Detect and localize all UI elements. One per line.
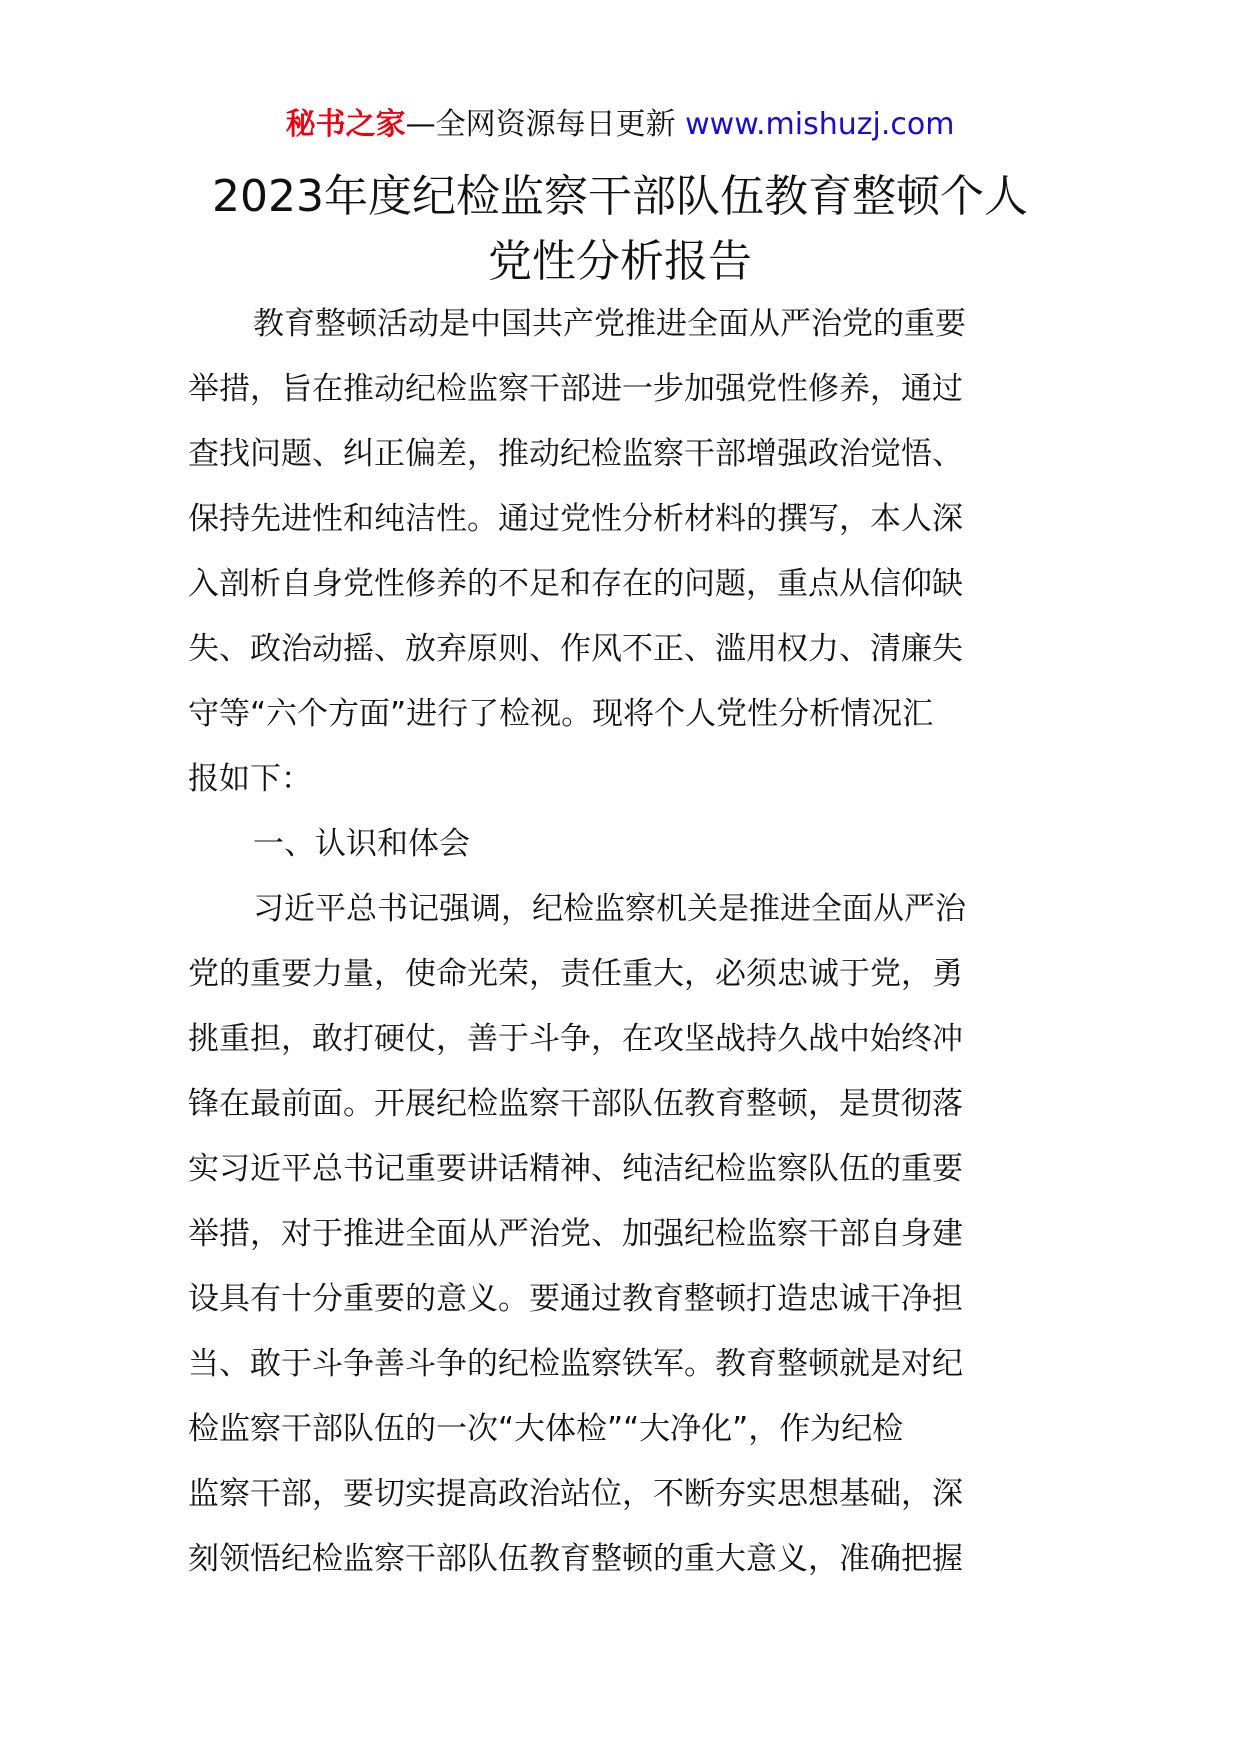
paragraph-1-line: 教育整顿活动是中国共产党推进全面从严治党的重要: [253, 306, 966, 342]
brand-name: 秘书之家: [285, 107, 406, 142]
paragraph-1-line: 失、政治动摇、放弃原则、作风不正、滥用权力、清廉失: [188, 631, 963, 667]
paragraph-2-line: 举措，对于推进全面从严治党、加强纪检监察干部自身建: [188, 1216, 963, 1252]
document-body: [188, 292, 1048, 1592]
paragraph-2-line: 检监察干部队伍的一次“大体检”“大净化”，作为纪检: [188, 1411, 904, 1447]
paragraph-2-line: 锋在最前面。开展纪检监察干部队伍教育整顿，是贯彻落: [188, 1086, 963, 1122]
site-url-link[interactable]: www.mishuzj.com: [685, 107, 955, 142]
paragraph-2-line: 实习近平总书记重要讲话精神、纯洁纪检监察队伍的重要: [188, 1151, 963, 1187]
paragraph-2-line: 党的重要力量，使命光荣，责任重大，必须忠诚于党，勇: [188, 956, 963, 992]
paragraph-1-line: 查找问题、纠正偏差，推动纪检监察干部增强政治觉悟、: [188, 436, 963, 472]
paragraph-1-line: 守等“六个方面”进行了检视。现将个人党性分析情况汇: [188, 696, 934, 732]
title-line-1: 2023年度纪检监察干部队伍教育整顿个人: [212, 171, 1028, 222]
paragraph-1-line: 报如下：: [188, 761, 312, 797]
section-heading-1: 一、认识和体会: [253, 826, 470, 862]
title-line-2: 党性分析报告: [488, 236, 752, 287]
paragraph-2-line: 挑重担，敢打硬仗，善于斗争，在攻坚战持久战中始终冲: [188, 1021, 963, 1057]
paragraph-1-line: 举措，旨在推动纪检监察干部进一步加强党性修养，通过: [188, 371, 963, 407]
paragraph-1-line: 保持先进性和纯洁性。通过党性分析材料的撰写，本人深: [188, 501, 963, 537]
paragraph-2-line: 当、敢于斗争善斗争的纪检监察铁军。教育整顿就是对纪: [188, 1346, 963, 1382]
header-tagline: —全网资源每日更新: [405, 107, 676, 142]
site-header: [0, 100, 1240, 150]
paragraph-2-line: 监察干部，要切实提高政治站位，不断夯实思想基础，深: [188, 1476, 963, 1512]
document-title: [150, 164, 1090, 294]
paragraph-2-line: 设具有十分重要的意义。要通过教育整顿打造忠诚干净担: [188, 1281, 963, 1317]
paragraph-2-line: 刻领悟纪检监察干部队伍教育整顿的重大意义，准确把握: [188, 1541, 963, 1577]
paragraph-2-line: 习近平总书记强调，纪检监察机关是推进全面从严治: [253, 891, 966, 927]
paragraph-1-line: 入剖析自身党性修养的不足和存在的问题，重点从信仰缺: [188, 566, 963, 602]
